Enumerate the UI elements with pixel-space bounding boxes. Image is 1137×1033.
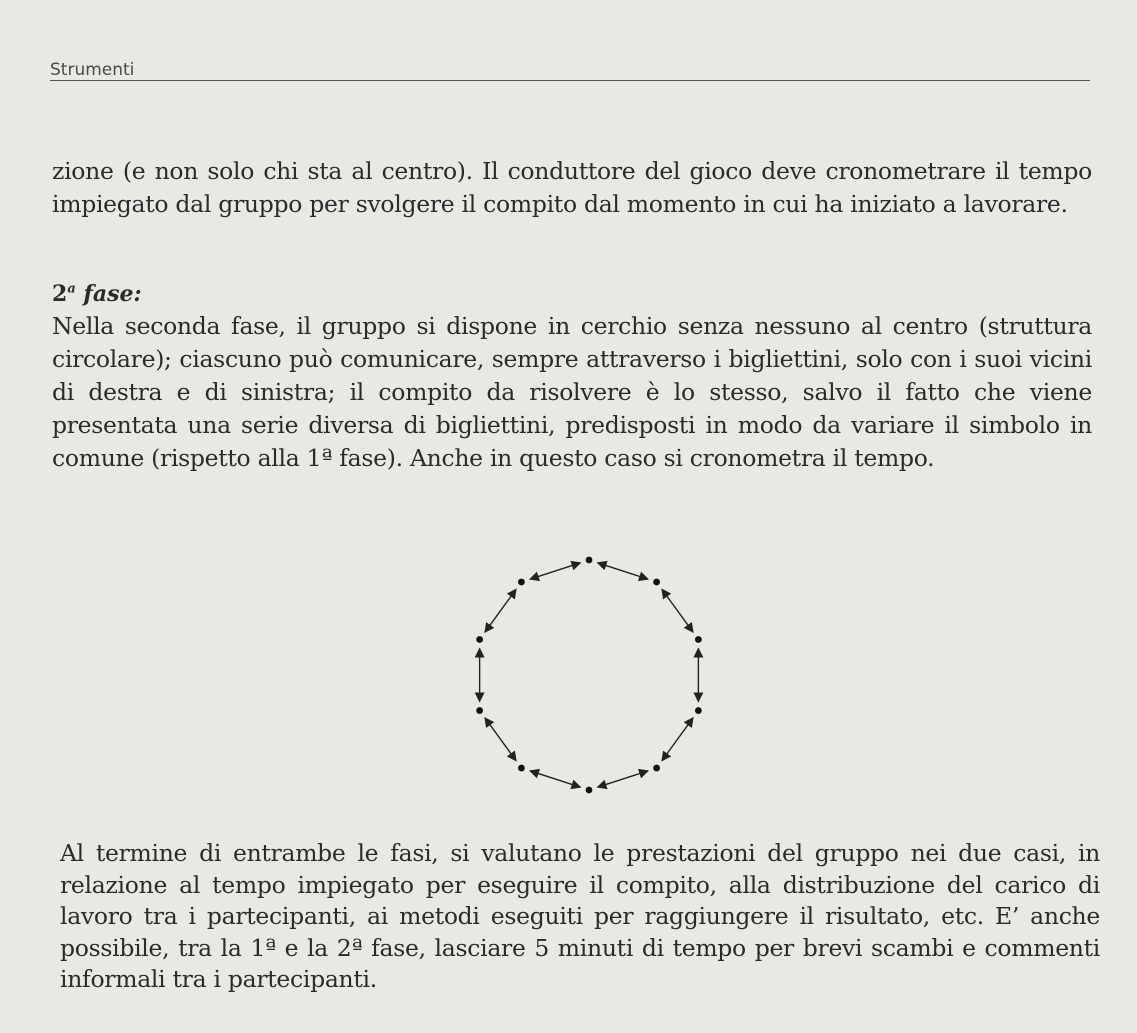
running-header: Strumenti bbox=[50, 60, 135, 80]
paragraph-continuation: zione (e non solo chi sta al centro). Il conduttore del gioco deve cronometrare il tempo impiegato dal gruppo per svolgere il compito dal momento in cui ha iniziato a lavorare. bbox=[52, 157, 1092, 218]
participant-node bbox=[695, 707, 702, 714]
phase-number: 2 bbox=[52, 281, 68, 307]
link-arrow bbox=[530, 563, 580, 579]
link-arrow bbox=[598, 563, 648, 579]
link-arrow bbox=[530, 771, 580, 787]
participant-node bbox=[586, 787, 593, 794]
link-arrow bbox=[598, 771, 648, 787]
link-arrow bbox=[485, 718, 516, 761]
paragraph-conclusion: Al termine di entrambe le fasi, si valutano le prestazioni del gruppo nei due casi, in relazione al tempo impiegato per eseguire il compito, alla distribuzione del carico di lavoro tra i partecipanti, ai metodi eseguiti per raggiungere il risultato, etc. E’ anche possibile, tra la 1ª e la 2ª fase, lasciare 5 minuti di tempo per brevi scambi e commenti informali tra i partecipanti. bbox=[60, 839, 1100, 993]
circular-network-diagram bbox=[458, 548, 720, 810]
participant-node bbox=[476, 636, 483, 643]
participant-node bbox=[518, 765, 525, 772]
participant-node bbox=[695, 636, 702, 643]
phase-label: fase: bbox=[83, 281, 142, 307]
paragraph-second-phase: Nella seconda fase, il gruppo si dispone in cerchio senza nessuno al centro (struttura circolare); ciascuno può comunicare, sempre attraverso i bigliettini, solo con i suoi vicini di destra e di sinistra; il compito da risolvere è lo stesso, salvo il fatto che viene presentata una serie diversa di bigliettini, predisposti in modo da variare il simbolo in comune (rispetto alla 1ª fase). Anche in questo caso si cronometra il tempo. bbox=[52, 312, 1092, 472]
phase-heading bbox=[52, 281, 142, 307]
phase-ordinal-sup: a bbox=[67, 281, 76, 297]
link-arrow bbox=[662, 589, 693, 632]
participant-node bbox=[586, 557, 593, 564]
participant-node bbox=[653, 765, 660, 772]
header-rule bbox=[50, 80, 1090, 81]
participant-node bbox=[518, 579, 525, 586]
participant-node bbox=[653, 579, 660, 586]
participant-node bbox=[476, 707, 483, 714]
link-arrow bbox=[485, 589, 516, 632]
link-arrow bbox=[662, 718, 693, 761]
